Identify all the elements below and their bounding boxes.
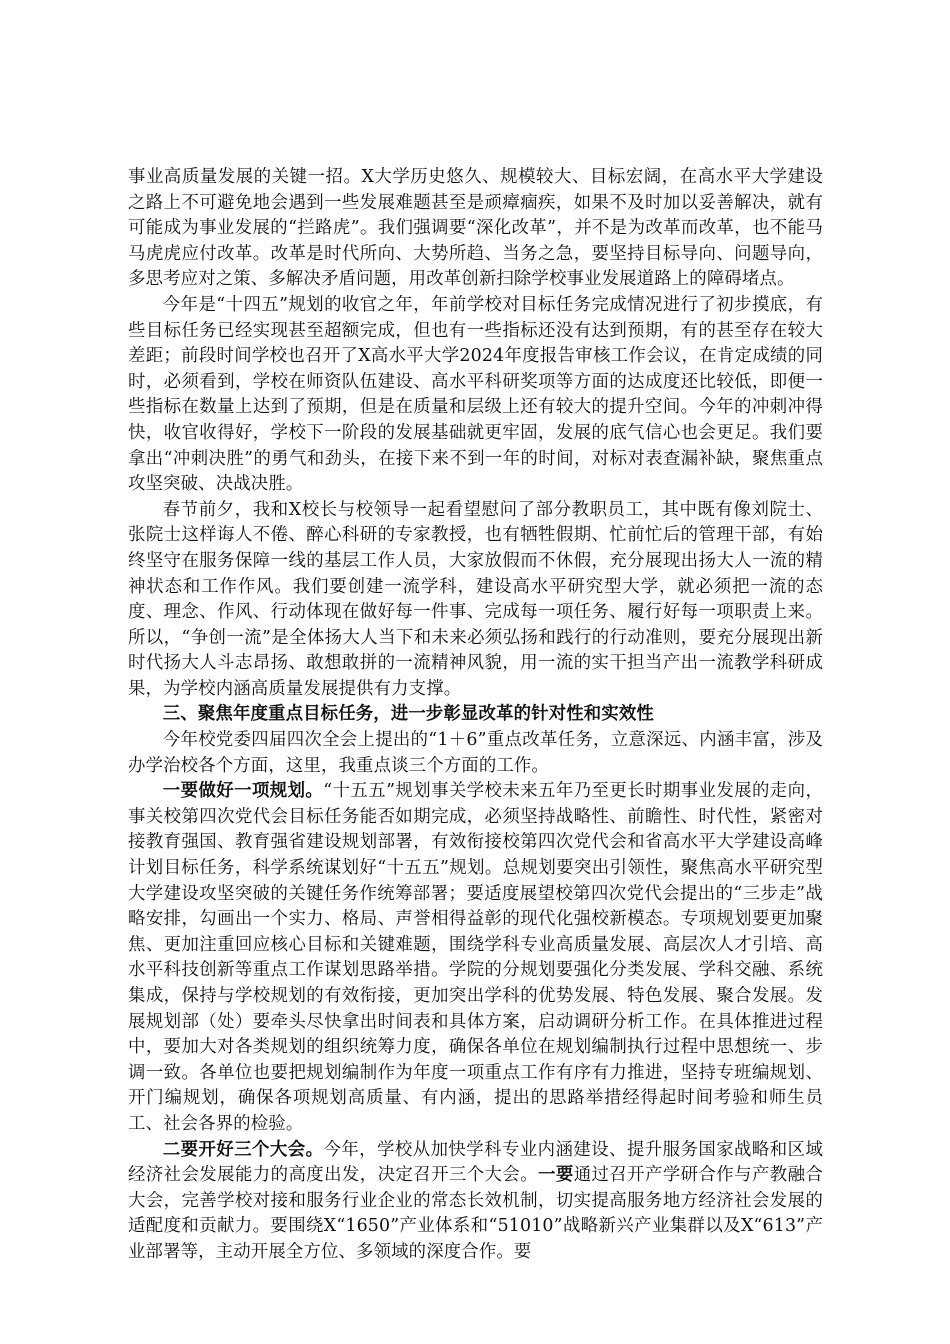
paragraph-continuation: 事业高质量发展的关键一招。X大学历史悠久、规模较大、目标宏阔，在高水平大学建设之路上不可避免地会遇到一些发展难题甚至是顽瘴痼疾，如果不及时加以妥善解决，就有可能成为事业发展的“拦路虎”。我们强调要“深化改革”，并不是为改革而改革，也不能马马虎虎应付改革。改革是时代所向、大势所趋、当务之急，要坚持目标导向、问题导向，多思考应对之策、多解决矛盾问题，用改革创新扫除学校事业发展道路上的障碍堵点。	[128, 167, 823, 290]
lead-phrase-conferences: 二要开好三个大会。	[162, 1139, 324, 1160]
lead-phrase-plan: 一要做好一项规划。	[162, 781, 324, 802]
document-page	[128, 165, 823, 1266]
paragraph-conferences-body: 今年，学校从加快学科专业内涵建设、提升服务国家战略和区域经济社会发展能力的高度出发，决定召开三个大会。	[128, 1139, 823, 1186]
paragraph-spring-festival: 春节前夕，我和X校长与校领导一起看望慰问了部分教职员工，其中既有像刘院士、张院士这样诲人不倦、醉心科研的专家教授，也有牺牲假期、忙前忙后的管理干部，有始终坚守在服务保障一线的基层工作人员，大家放假而不休假，充分展现出扬大人一流的精神状态和工作作风。我们要创建一流学科，建设高水平研究型大学，就必须把一流的态度、理念、作风、行动体现在做好每一件事、完成每一项任务、履行好每一项职责上来。所以，“争创一流”是全体扬大人当下和未来必须弘扬和践行的行动准则，要充分展现出新时代扬大人斗志昂扬、敢想敢拼的一流精神风貌，用一流的实干担当产出一流教学科研成果，为学校内涵高质量发展提供有力支撑。	[128, 499, 823, 699]
section-heading: 三、聚焦年度重点目标任务，进一步彰显改革的针对性和实效性	[162, 704, 654, 725]
paragraph-plan-body: “十五五”规划事关学校未来五年乃至更长时期事业发展的走向，事关校第四次党代会目标任务能否如期完成，必须坚持战略性、前瞻性、时代性，紧密对接教育强国、教育强省建设规划部署，有效衔接校第四次党代会和省高水平大学建设高峰计划目标任务，科学系统谋划好“十五五”规划。总规划要突出引领性，聚焦高水平研究型大学建设攻坚突破的关键任务作统筹部署；要适度展望校第四次党代会提出的“三步走”战略安排，勾画出一个实力、格局、声誉相得益彰的现代化强校新模态。专项规划要更加聚焦、更加注重回应核心目标和关键难题，围绕学科专业高质量发展、高层次人才引培、高水平科技创新等重点工作谋划思路举措。学院的分规划要强化分类发展、学科交融、系统集成，保持与学校规划的有效衔接，更加突出学科的优势发展、特色发展、聚合发展。发展规划部（处）要牵头尽快拿出时间表和具体方案，启动调研分析工作。在具体推进过程中，要加大对各类规划的组织统筹力度，确保各单位在规划编制执行过程中思想统一、步调一致。各单位也要把规划编制作为年度一项重点工作有序有力推进，坚持专班编规划、开门编规划，确保各项规划高质量、有内涵，提出的思路举措经得起时间考验和师生员工、社会各界的检验。	[128, 781, 823, 1134]
paragraph-conferences-body-2: 通过召开产学研合作与产教融合大会，完善学校对接和服务行业企业的常态长效机制，切实提高服务地方经济社会发展的适配度和贡献力。要围绕X“1650”产业体系和“51010”战略新兴产业集群以及X“613”产业部署等，主动开展全方位、多领域的深度合作。要	[128, 1165, 823, 1262]
paragraph-plenary: 今年校党委四届四次全会上提出的“1＋6”重点改革任务，立意深远、内涵丰富，涉及办学治校各个方面，这里，我重点谈三个方面的工作。	[128, 730, 823, 776]
lead-phrase-first: 一要	[538, 1165, 574, 1186]
paragraph-final-year: 今年是“十四五”规划的收官之年，年前学校对目标任务完成情况进行了初步摸底，有些目标任务已经实现甚至超额完成，但也有一些指标还没有达到预期，有的甚至存在较大差距；前段时间学校也召开了X高水平大学2024年度报告审核工作会议，在肯定成绩的同时，必须看到，学校在师资队伍建设、高水平科研奖项等方面的达成度还比较低，即便一些指标在数量上达到了预期，但是在质量和层级上还有较大的提升空间。今年的冲刺冲得快，收官收得好，学校下一阶段的发展基础就更牢固，发展的底气信心也会更足。我们要拿出“冲刺决胜”的勇气和劲头，在接下来不到一年的时间，对标对表查漏补缺，聚焦重点攻坚突破、决战决胜。	[128, 294, 823, 495]
paragraph-plan	[128, 779, 823, 1137]
paragraph-conferences	[128, 1138, 823, 1266]
